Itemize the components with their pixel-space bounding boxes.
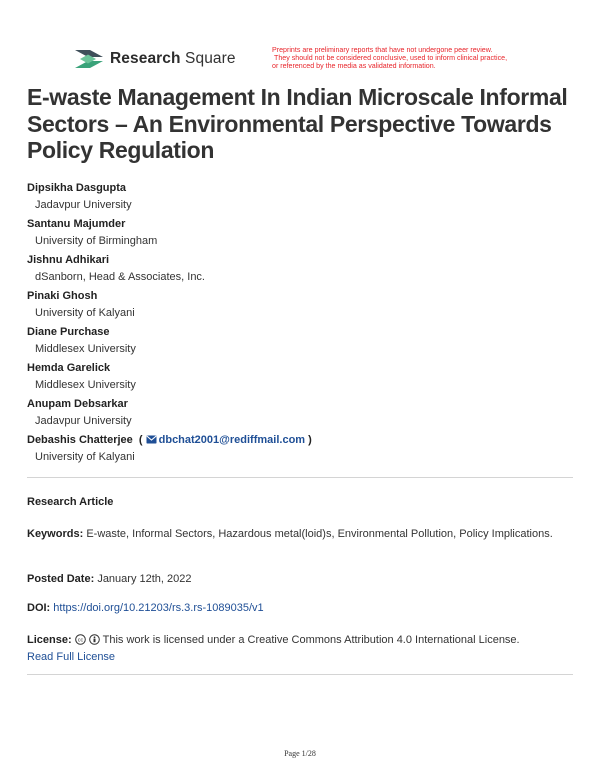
author-entry [27,179,567,215]
page-number: Page 1/28 [284,749,316,758]
author-name: Debashis Chatterjee [27,434,133,446]
doi-label: DOI: [27,602,51,614]
posted-date-value: January 12th, 2022 [97,573,192,585]
author-entry [27,251,567,287]
author-name: Anupam Debsarkar [27,398,128,410]
doi [27,602,567,614]
author-name: Santanu Majumder [27,218,126,230]
author-name: Dipsikha Dasgupta [27,182,127,194]
author-entry [27,359,567,395]
posted-date-label: Posted Date: [27,573,95,585]
author-email-link[interactable] [146,434,305,446]
disclaimer-line: Preprints are preliminary reports that have not undergone peer review. [272,46,493,54]
author-affiliation: University of Kalyani [35,307,135,319]
email-close-paren: ) [308,434,312,446]
license-text: This work is licensed under a Creative Commons Attribution 4.0 International License. [102,634,520,646]
creative-commons-icon[interactable] [75,634,86,645]
article-type: Research Article [27,496,114,508]
doi-link[interactable]: https://doi.org/10.21203/rs.3.rs-1089035/v1 [53,602,264,614]
keywords-value: E-waste, Informal Sectors, Hazardous metal(loid)s, Environmental Pollution, Policy Implications. [86,528,553,540]
author-name: Hemda Garelick [27,362,111,374]
license-label: License: [27,634,72,646]
corresponding-author-line [27,431,567,449]
paper-title: E-waste Management In Indian Microscale Informal Sectors – An Environmental Perspective Towards Policy Regulation [27,84,568,163]
author-entry [27,395,567,431]
posted-date [27,573,567,585]
disclaimer-line: or referenced by the media as validated information. [272,62,436,71]
svg-text:cc: cc [77,637,83,644]
section-divider [27,477,573,478]
author-list [27,179,567,467]
attribution-icon[interactable] [89,634,100,645]
preprint-disclaimer [272,46,552,71]
author-entry [27,431,567,467]
author-affiliation: University of Birmingham [35,235,158,247]
author-entry [27,323,567,359]
author-name: Pinaki Ghosh [27,290,98,302]
author-name: Jishnu Adhikari [27,254,110,266]
keywords-label: Keywords: [27,528,84,540]
keywords [27,526,567,543]
email-open-paren: ( [135,434,143,446]
author-name: Diane Purchase [27,326,110,338]
section-divider [27,674,573,675]
author-affiliation: Middlesex University [35,343,136,355]
author-affiliation: dSanborn, Head & Associates, Inc. [35,271,205,283]
research-square-logo[interactable] [74,48,236,70]
brand-name: Research Square [110,50,236,67]
author-email: dbchat2001@rediffmail.com [158,434,306,446]
author-entry [27,215,567,251]
envelope-icon [146,435,157,444]
license [27,632,567,666]
author-affiliation: Middlesex University [35,379,136,391]
disclaimer-line: They should not be considered conclusive, used to inform clinical practice, [274,54,508,63]
author-entry [27,287,567,323]
author-affiliation: University of Kalyani [35,451,135,463]
author-affiliation: Jadavpur University [35,199,132,211]
read-full-license-link[interactable]: Read Full License [27,651,116,663]
author-affiliation: Jadavpur University [35,415,132,427]
research-square-logo-icon [74,48,104,70]
